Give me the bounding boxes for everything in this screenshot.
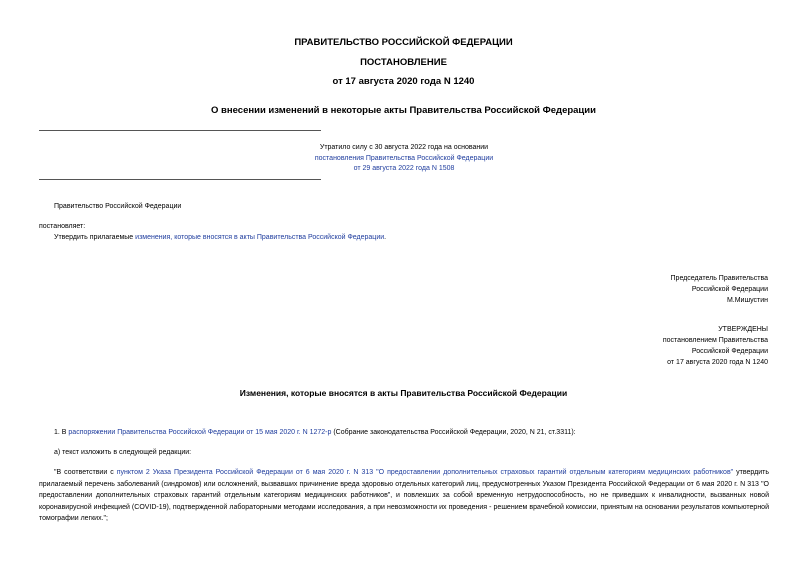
document-date-number: от 17 августа 2020 года N 1240 (332, 76, 475, 87)
approved-date: от 17 августа 2020 года N 1240 (667, 359, 768, 366)
document-title: О внесении изменений в некоторые акты Правительства Российской Федерации (211, 105, 596, 116)
changes-title: Изменения, которые вносятся в акты Правительства Российской Федерации (239, 388, 568, 398)
approved-country: Российской Федерации (691, 348, 768, 355)
document-type: ПОСТАНОВЛЕНИЕ (360, 57, 447, 68)
item-1-prefix: 1. В (54, 429, 69, 436)
signature-country: Российской Федерации (691, 286, 768, 293)
approve-suffix: . (384, 234, 387, 241)
government-heading: ПРАВИТЕЛЬСТВО РОССИЙСКОЙ ФЕДЕРАЦИИ (294, 37, 513, 48)
approve-paragraph (54, 233, 386, 244)
item-1-suffix: (Собрание законодательства Российской Федерации, 2020, N 21, ст.3311): (331, 429, 576, 436)
order-1272-link[interactable]: распоряжении Правительства Российской Федерации от 15 мая 2020 г. N 1272-р (68, 429, 332, 436)
quoted-text-paragraph (39, 467, 769, 525)
repeal-notice-text: Утратило силу с 30 августа 2022 года на основании (319, 144, 489, 151)
quote-prefix: "В соответствии с (54, 469, 117, 476)
decree-313-link[interactable]: пунктом 2 Указа Президента Российской Федерации от 6 мая 2020 г. N 313 "О предоставлении дополнительных страховых гарантий отдельным категориям медицинских работников" (116, 469, 734, 476)
divider-bottom (39, 179, 321, 180)
approve-changes-link[interactable]: изменения, которые вносятся в акты Правительства Российской Федерации (135, 234, 385, 241)
repeal-decree-link[interactable]: постановления Правительства Российской Федерации (314, 154, 494, 162)
repeal-decree-date-link[interactable]: от 29 августа 2022 года N 1508 (353, 165, 455, 172)
changes-item-1 (54, 428, 576, 439)
decides-line: постановляет: (39, 223, 86, 230)
government-line: Правительство Российской Федерации (54, 203, 182, 210)
quote-body: утвердить прилагаемый перечень заболеваний (синдромов) или осложнений, вызвавших причинение вреда здоровью отдельных категорий лиц, предусмотренных Указом Президента Российской Федерации от 6 мая 2020 г. N 313 "О предоставлении дополнительных страховых гарантий отдельным категориям медицинских работников", и повлекших за собой временную нетрудоспособность, но не приведших к инвалидности, вызванных новой коронавирусной инфекцией (COVID-19), подтвержденной лабораторными методами исследования, а при невозможности их проведения - решением врачебной комиссии, принятым на основании результатов компьютерной томографии легких."; (39, 469, 769, 522)
divider-top (39, 130, 321, 131)
approved-by: постановлением Правительства (662, 337, 768, 344)
signature-name: М.Мишустин (726, 297, 768, 304)
repeal-notice (229, 143, 579, 175)
approve-prefix: Утвердить прилагаемые (54, 234, 136, 241)
signature-block (671, 273, 768, 306)
changes-item-a: а) текст изложить в следующей редакции: (54, 449, 192, 456)
approved-heading: УТВЕРЖДЕНЫ (718, 326, 768, 333)
approved-block (663, 324, 768, 368)
signature-position: Председатель Правительства (670, 275, 768, 282)
